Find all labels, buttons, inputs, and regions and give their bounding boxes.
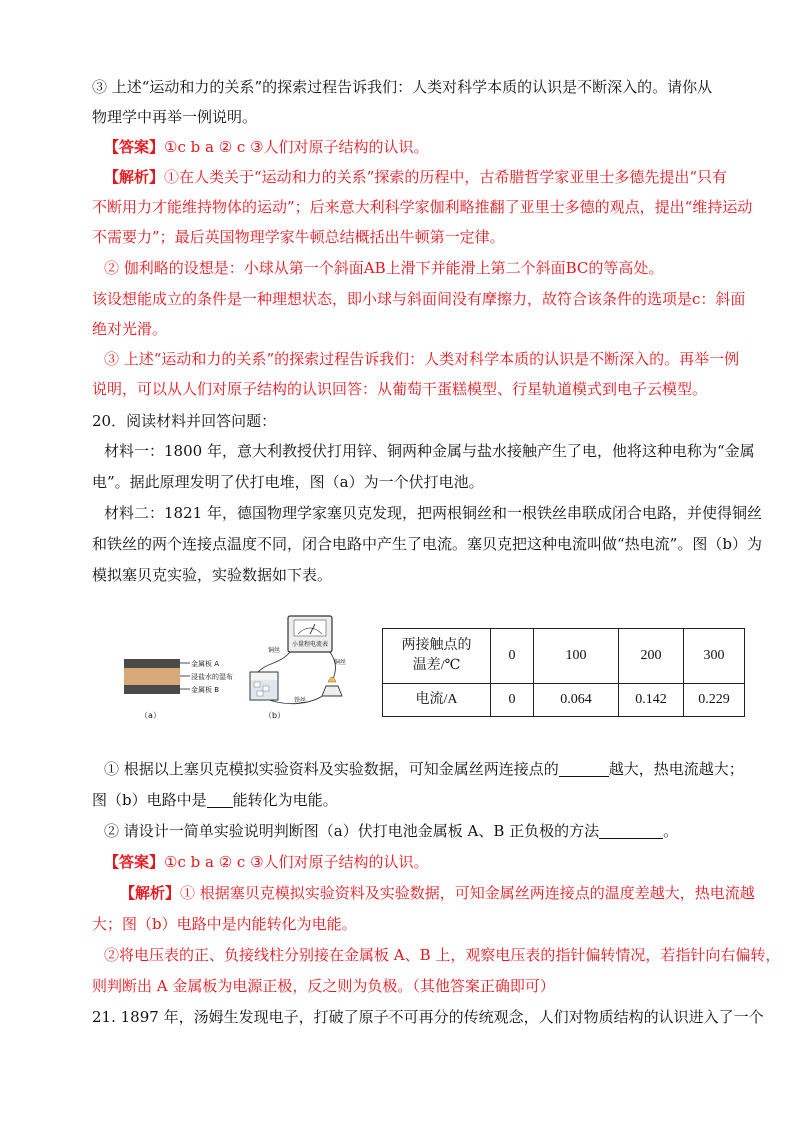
- flame-icon: [328, 677, 336, 682]
- q19-part3-line2: 物理学中再举一例说明。: [92, 108, 258, 126]
- table-header-current: 电流/A: [383, 684, 491, 717]
- q20-sub1-line2: [92, 789, 800, 811]
- seebeck-diagram: [250, 616, 346, 720]
- analysis-text: ① 根据塞贝克模拟实验资料及实验数据，可知金属丝两连接点的温度差越大，热电流越: [180, 884, 755, 902]
- analysis-label: 【解析】: [120, 884, 181, 902]
- label-copper-left: 铜丝: [268, 647, 281, 654]
- q20-title: 20．阅读材料并回答问题：: [92, 412, 277, 430]
- q20-analysis-line4: 则判断出 A 金属板为电源正极，反之则为负极。（其他答案正确即可）: [92, 977, 555, 995]
- table-row: [383, 684, 745, 717]
- label-salt-cloth: 浸盐水的湿布: [191, 673, 233, 681]
- alcohol-lamp: [322, 686, 342, 696]
- answer-text: ①c b a ② c ③人们对原子结构的认识。: [164, 853, 429, 871]
- table-cell: 0.142: [619, 684, 684, 717]
- sub2-text-a: ② 请设计一简单实验说明判断图（a）伏打电池金属板 A、B 正负极的方法: [104, 822, 600, 840]
- answer-label: 【答案】: [104, 853, 165, 871]
- q20-material2-line1: 材料二：1821 年，德国物理学家塞贝克发现，把两根铜丝和一根铁丝串联成闭合电路，并使得铜丝: [104, 504, 762, 522]
- q19-analysis-line3: 不需要力”；最后英国物理学家牛顿总结概括出牛顿第一定律。: [92, 228, 505, 246]
- seebeck-data-table: [382, 628, 745, 717]
- metal-plate-a: [124, 659, 180, 668]
- table-cell: 0.229: [684, 684, 745, 717]
- table-cell: 200: [619, 629, 684, 684]
- table-cell: 100: [534, 629, 619, 684]
- answer-text: ①c b a ② c ③人们对原子结构的认识。: [164, 138, 429, 156]
- voltaic-seebeck-figure: [118, 612, 352, 724]
- sub1-text-b: 越大，热电流越大；: [608, 760, 744, 778]
- sub2-text-b: 。: [663, 822, 679, 840]
- table-row: [383, 629, 745, 684]
- q20-analysis-line1: [120, 882, 800, 904]
- header-temp-line1: 两接触点的: [401, 638, 472, 653]
- answer-blank[interactable]: [559, 761, 609, 777]
- q20-material1-line2: 电”。据此原理发明了伏打电堆，图（a）为一个伏打电池。: [92, 473, 484, 491]
- label-iron: 铁丝: [294, 697, 307, 704]
- q19-answer: [104, 136, 800, 158]
- label-ammeter: 小量程电流表: [291, 641, 329, 648]
- q20-material2-line2: 和铁丝的两个连接点温度不同，闭合电路中产生了电流。塞贝克把这种电流叫做“热电流”。图（b）为: [92, 535, 762, 553]
- caption-a: （a）: [140, 711, 161, 720]
- q20-analysis-line3: ②将电压表的正、负接线柱分别接在金属板 A、B 上，观察电压表的指针偏转情况，若指针向右偏转，: [104, 946, 781, 964]
- caption-b: （b）: [264, 711, 286, 720]
- answer-blank[interactable]: [599, 823, 663, 839]
- sub1-line2-text-b: 能转化为电能。: [232, 791, 338, 809]
- q20-sub2-line: [104, 820, 800, 842]
- analysis-label: 【解析】: [104, 168, 165, 186]
- q19-analysis-line8: 说明，可以从人们对原子结构的认识回答：从葡萄干蛋糕模型、行星轨道模式到电子云模型。: [92, 380, 708, 398]
- sub1-line2-text-a: 图（b）电路中是: [92, 791, 207, 809]
- answer-blank[interactable]: [207, 792, 233, 808]
- table-cell: 0: [491, 684, 534, 717]
- q19-analysis-line4: ② 伽利略的设想是：小球从第一个斜面AB上滑下并能滑上第二个斜面BC的等高处。: [104, 259, 664, 277]
- label-copper-right: 铜丝: [334, 659, 347, 666]
- voltaic-cell-diagram: [124, 659, 233, 720]
- q19-part3-line1: ③ 上述“运动和力的关系”的探索过程告诉我们：人类对科学本质的认识是不断深入的。请你从: [92, 78, 713, 96]
- q20-analysis-line2: 大；图（b）电路中是内能转化为电能。: [92, 915, 357, 933]
- sub1-text-a: ① 根据以上塞贝克模拟实验资料及实验数据，可知金属丝两连接点的: [104, 760, 559, 778]
- copper-wire-left: [258, 652, 290, 672]
- q19-analysis-line1: [104, 166, 800, 188]
- table-header-temp: [383, 629, 491, 684]
- label-metal-b: 金属板 B: [191, 686, 220, 694]
- header-temp-line2: 温差/℃: [412, 658, 461, 673]
- q20-material1-line1: 材料一：1800 年，意大利教授伏打用锌、铜两种金属与盐水接触产生了电，他将这种电称为“金属: [104, 442, 755, 460]
- label-metal-a: 金属板 A: [191, 660, 220, 668]
- table-cell: 0.064: [534, 684, 619, 717]
- q20-material2-line3: 模拟塞贝克实验，实验数据如下表。: [92, 566, 333, 584]
- analysis-text: ①在人类关于“运动和力的关系”探索的历程中，古希腊哲学家亚里士多德先提出“只有: [164, 168, 728, 186]
- metal-plate-b: [124, 685, 180, 694]
- table-cell: 300: [684, 629, 745, 684]
- q19-analysis-line2: 不断用力才能维持物体的运动”；后来意大利科学家伽利略推翻了亚里士多德的观点，提出“维持运动: [92, 198, 753, 216]
- q19-analysis-line5: 该设想能成立的条件是一种理想状态，即小球与斜面间没有摩擦力，故符合该条件的选项是c：斜面: [92, 290, 746, 308]
- table-cell: 0: [491, 629, 534, 684]
- salt-cloth: [124, 668, 180, 685]
- q20-answer: [104, 851, 800, 873]
- answer-label: 【答案】: [104, 138, 165, 156]
- q21-line1: 21. 1897 年，汤姆生发现电子，打破了原子不可再分的传统观念，人们对物质结构的认识进入了一个: [92, 1008, 764, 1026]
- q19-analysis-line7: ③ 上述“运动和力的关系”的探索过程告诉我们：人类对科学本质的认识是不断深入的。再举一例: [104, 350, 740, 368]
- q19-analysis-line6: 绝对光滑。: [92, 320, 168, 338]
- q20-sub1-line1: [104, 758, 800, 780]
